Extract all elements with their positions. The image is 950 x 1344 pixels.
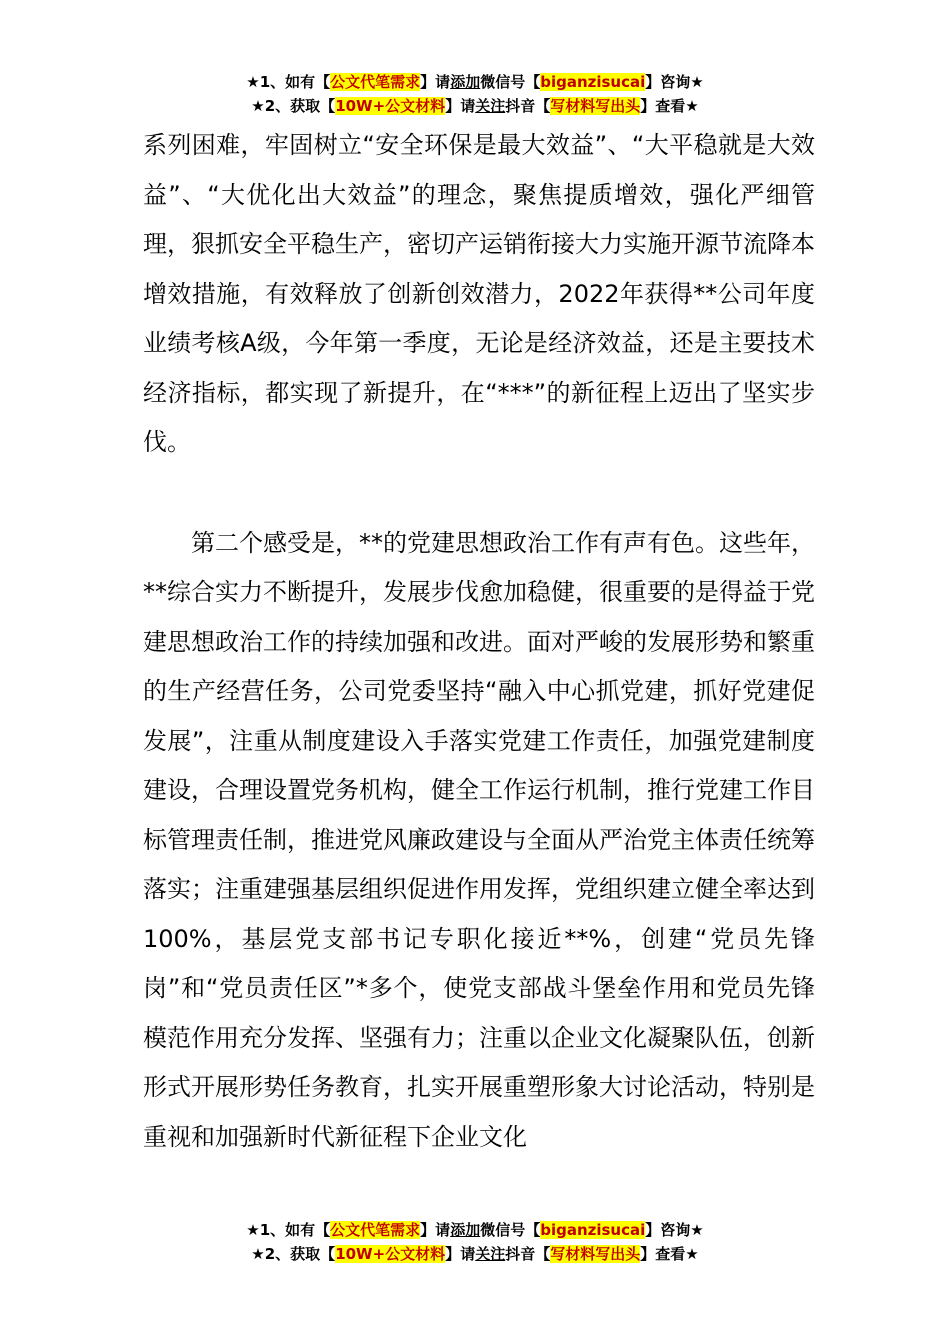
banner-line-2 [0,1242,950,1266]
banner-douyin-account: 写材料写出头 [550,97,641,115]
banner-wechat-id: biganzisucai [540,73,646,91]
banner-underlined-text: 关注 [475,1245,506,1263]
banner-text: 】查看★ [640,1245,699,1263]
banner-highlight: 公文代笔需求 [330,73,421,91]
banner-highlight: 10W+公文材料 [335,1245,446,1263]
banner-highlight: 10W+公文材料 [335,97,446,115]
banner-line-1 [0,70,950,94]
footer-banner [0,1218,950,1266]
banner-douyin-account: 写材料写出头 [550,1245,641,1263]
paragraph-2: 第二个感受是，**的党建思想政治工作有声有色。这些年，**综合实力不断提升，发展步伐愈加稳健，很重要的是得益于党建思想政治工作的持续加强和改进。面对严峻的发展形势和繁重的生产经营任务，公司党委坚持“融入中心抓党建，抓好党建促发展”，注重从制度建设入手落实党建工作责任，加强党建制度建设，合理设置党务机构，健全工作运行机制，推行党建工作目标管理责任制，推进党风廉政建设与全面从严治党主体责任统筹落实；注重建强基层组织促进作用发挥，党组织建立健全率达到100%，基层党支部书记专职化接近**%，创建“党员先锋岗”和“党员责任区”*多个，使党支部战斗堡垒作用和党员先锋模范作用充分发挥、坚强有力；注重以企业文化凝聚队伍，创新形式开展形势任务教育，扎实开展重塑形象大讨论活动，特别是重视和加强新时代新征程下企业文化 [143,528,815,1151]
banner-text: 1、如有【 [259,1221,331,1239]
banner-wechat-id: biganzisucai [540,1221,646,1239]
banner-text: 】咨询★ [645,1221,704,1239]
header-banner [0,70,950,118]
banner-text: 2、获取【 [264,97,336,115]
star-icon: ★ [246,1221,260,1239]
banner-text: 】请 [445,97,476,115]
banner-text: 抖音【 [505,1245,551,1263]
paragraph-gap [143,468,815,519]
banner-line-2 [0,94,950,118]
banner-text: 】查看★ [640,97,699,115]
banner-highlight: 公文代笔需求 [330,1221,421,1239]
banner-text: 】请 [420,73,451,91]
banner-line-1 [0,1218,950,1242]
banner-underlined-text: 添加 [450,1221,481,1239]
banner-text: 2、获取【 [264,1245,336,1263]
banner-underlined-text: 关注 [475,97,506,115]
paragraph-1: 系列困难，牢固树立“安全环保是最大效益”、“大平稳就是大效益”、“大优化出大效益”的理念，聚焦提质增效，强化严细管理，狠抓安全平稳生产，密切产运销衔接大力实施开源节流降本增效措施，有效释放了创新创效潜力，2022年获得**公司年度业绩考核A级，今年第一季度，无论是经济效益，还是主要技术经济指标，都实现了新提升，在“***”的新征程上迈出了坚实步伐。 [143,131,815,456]
banner-text: 】咨询★ [645,73,704,91]
document-body [143,121,815,1162]
banner-text: 微信号【 [480,73,541,91]
banner-underlined-text: 添加 [450,73,481,91]
banner-text: 】请 [445,1245,476,1263]
star-icon: ★ [246,73,260,91]
banner-text: 】请 [420,1221,451,1239]
banner-text: 微信号【 [480,1221,541,1239]
banner-text: 1、如有【 [259,73,331,91]
banner-text: 抖音【 [505,97,551,115]
star-icon: ★ [251,97,265,115]
star-icon: ★ [251,1245,265,1263]
